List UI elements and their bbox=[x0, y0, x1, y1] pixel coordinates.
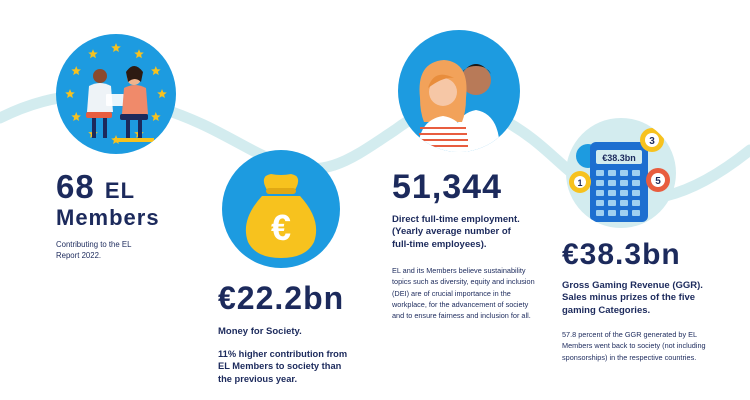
calculator-key bbox=[620, 200, 628, 206]
stat-employment bbox=[392, 170, 552, 322]
calculator-lottery-balls-icon bbox=[566, 118, 676, 228]
calculator-key bbox=[632, 210, 640, 216]
employment-value: 51,344 bbox=[392, 168, 502, 206]
calculator-key bbox=[620, 170, 628, 176]
eu-star-icon bbox=[88, 49, 98, 58]
calculator-key bbox=[620, 190, 628, 196]
calculator-key bbox=[608, 180, 616, 186]
calculator-key bbox=[596, 200, 604, 206]
calculator-key bbox=[596, 190, 604, 196]
svg-text:€: € bbox=[270, 207, 292, 248]
calculator-display: €38.3bn bbox=[602, 153, 636, 163]
calculator-key bbox=[608, 210, 616, 216]
eu-star-icon bbox=[65, 89, 75, 98]
calculator-key bbox=[596, 210, 604, 216]
calculator-key bbox=[632, 170, 640, 176]
eu-star-icon bbox=[134, 49, 144, 58]
calculator-key bbox=[632, 200, 640, 206]
ggr-value: €38.3bn bbox=[562, 238, 681, 271]
ggr-note: 57.8 percent of the GGR generated by EL Members went back to society (not including sponsorships) in the respective countries. bbox=[562, 330, 706, 362]
ggr-caption: Gross Gaming Revenue (GGR). Sales minus prizes of the five gaming Categories. bbox=[562, 280, 703, 316]
members-caption: Contributing to the EL Report 2022. bbox=[56, 240, 132, 261]
calculator-key bbox=[596, 180, 604, 186]
eu-star-icon bbox=[111, 43, 121, 52]
eu-star-icon bbox=[71, 112, 81, 121]
employees-people-icon bbox=[398, 30, 520, 152]
eu-star-icon bbox=[151, 112, 161, 121]
eu-stars-people-icon bbox=[56, 34, 176, 154]
calculator-key bbox=[608, 170, 616, 176]
stat-money-for-society bbox=[218, 282, 368, 385]
calculator-key bbox=[620, 210, 628, 216]
calculator-key bbox=[608, 190, 616, 196]
calculator-key bbox=[608, 200, 616, 206]
calculator-key bbox=[632, 180, 640, 186]
stat-members bbox=[56, 170, 206, 262]
euro-money-bag-icon bbox=[222, 150, 340, 268]
calculator-key bbox=[596, 170, 604, 176]
lottery-ball-2: 5 bbox=[655, 176, 661, 187]
money-value: €22.2bn bbox=[218, 280, 345, 316]
money-note: 11% higher contribution from EL Members to society than the previous year. bbox=[218, 349, 348, 384]
lottery-ball-3: 1 bbox=[577, 178, 583, 188]
members-suffix: EL bbox=[104, 178, 136, 203]
members-count: 68 bbox=[56, 168, 95, 205]
eu-star-icon bbox=[71, 66, 81, 75]
eu-star-icon bbox=[157, 89, 167, 98]
employment-caption: Direct full-time employment. (Yearly average number of full-time employees). bbox=[392, 214, 520, 250]
members-label: Members bbox=[56, 205, 160, 230]
calculator-key bbox=[632, 190, 640, 196]
members-value-line bbox=[56, 170, 206, 203]
employment-note: EL and its Members believe sustainability topics such as diversity, equity and inclusion (DEI) are of crucial importance in the workplace, for the advancement of society and to ensure fairness and inclusion for all. bbox=[392, 266, 535, 321]
eu-star-icon bbox=[151, 66, 161, 75]
money-caption: Money for Society. bbox=[218, 326, 302, 337]
lottery-ball-1: 3 bbox=[649, 136, 655, 147]
calculator-key bbox=[620, 180, 628, 186]
stat-ggr bbox=[562, 240, 712, 363]
